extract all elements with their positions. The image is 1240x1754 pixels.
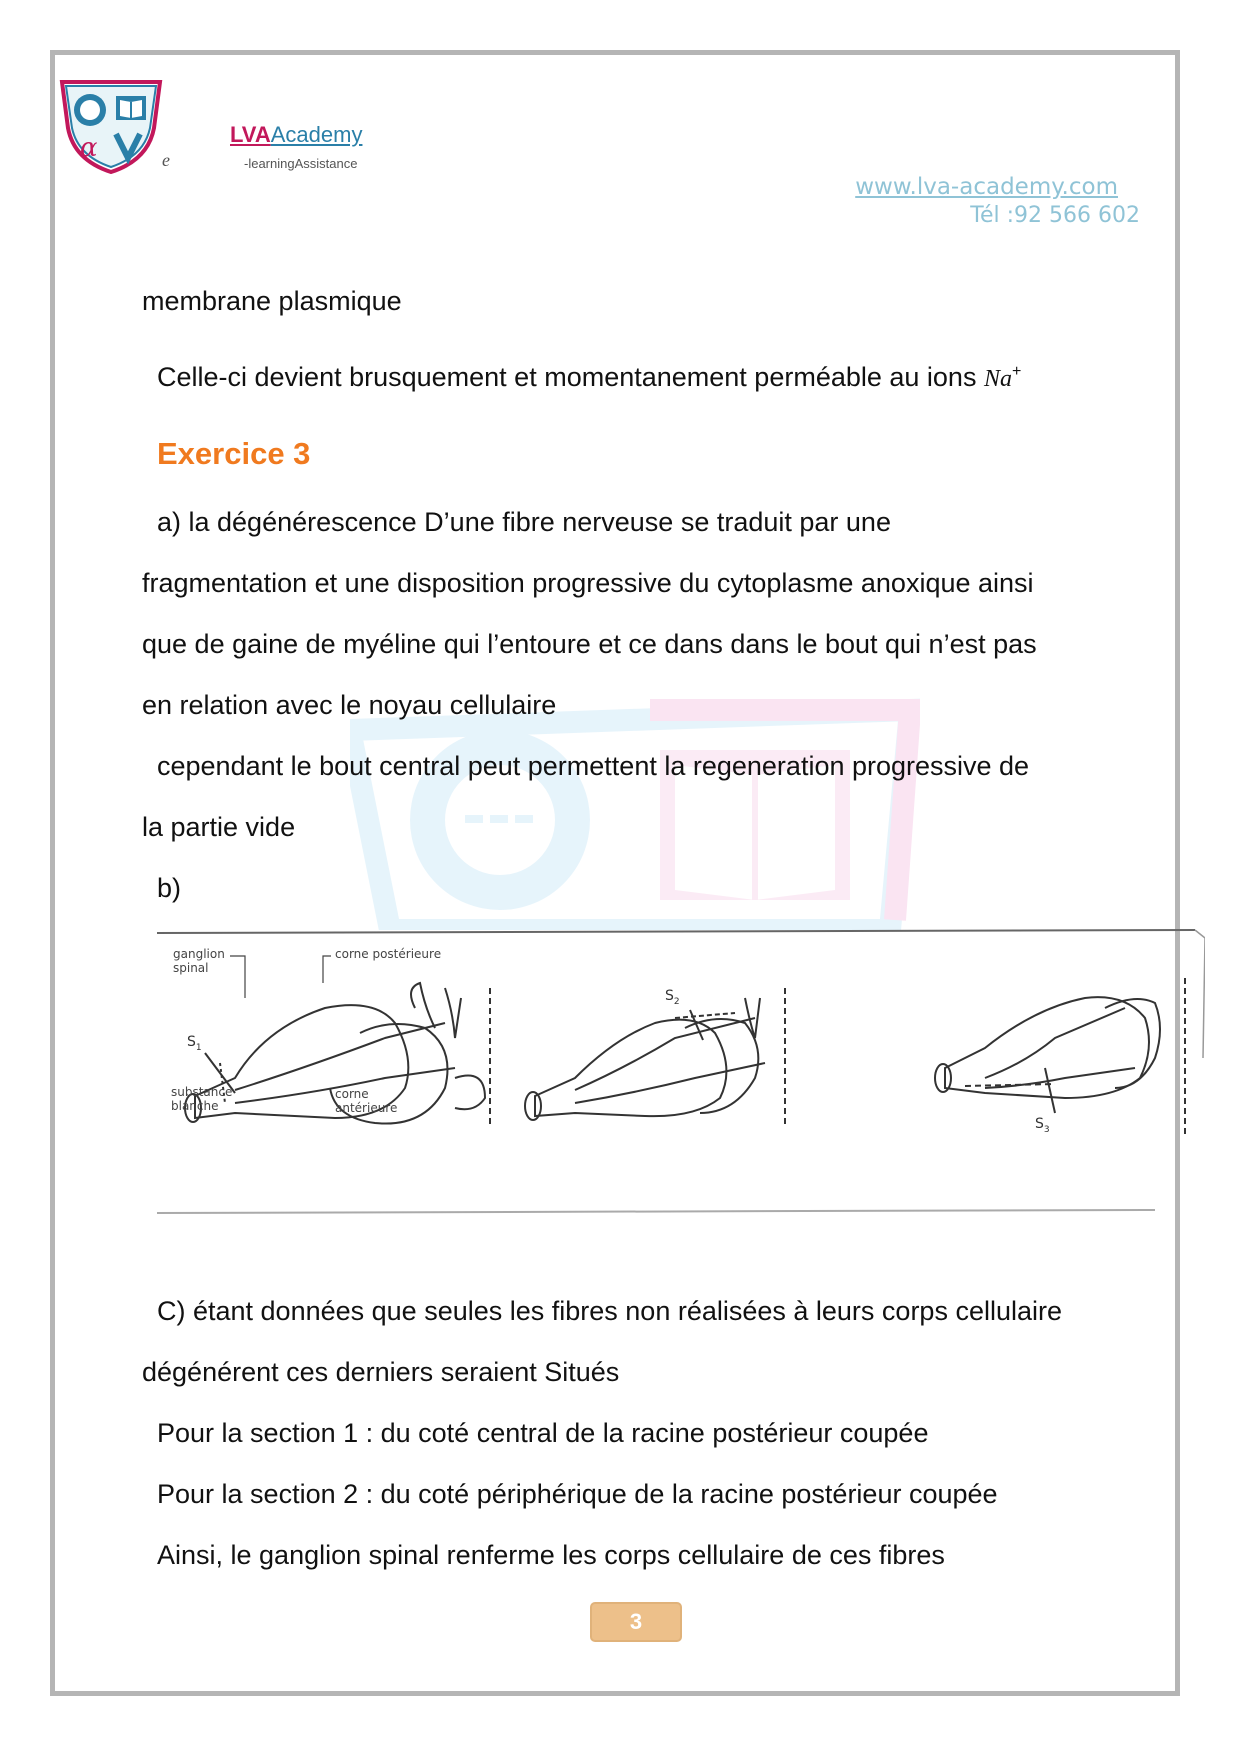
brand-e-mark: e [162, 150, 170, 170]
section-diagram-3 [935, 978, 1185, 1138]
sodium-ion: Na [983, 366, 1012, 392]
text-line: Pour la section 2 : du coté périphérique de la racine postérieur coupée [157, 1479, 998, 1509]
brand-tagline: -learningAssistance [244, 156, 358, 171]
text-line: que de gaine de myéline qui l’entoure et ce dans dans le bout qui n’est pas [142, 629, 1037, 659]
section-diagram-2 [525, 988, 785, 1128]
label-s3: $S_3$ [1035, 1116, 1050, 1135]
text-line: en relation avec le noyau cellulaire [142, 690, 557, 720]
label-corne: corne [335, 1087, 369, 1101]
spinal-cord-sections-figure [155, 928, 1205, 1218]
text-line: a) la dégénérescence D’une fibre nerveuse se traduit par une [157, 507, 891, 537]
phone-number: Tél :92 566 602 [970, 203, 1140, 228]
text-line-ions: Celle-ci devient brusquement et momentanement perméable au ions Na+ [157, 362, 1022, 392]
label-anterieure: antérieure [335, 1101, 398, 1115]
academy-logo-icon [58, 78, 164, 174]
website-link[interactable]: www.lva-academy.com [855, 174, 1118, 200]
label-s2: $S_2$ [665, 988, 680, 1007]
label-s1: $S_1$ [187, 1034, 202, 1053]
section-marker-3 [1045, 1068, 1055, 1113]
text-line: la partie vide [142, 812, 296, 842]
logo-watermark-icon [350, 690, 920, 930]
label-ganglion: ganglion [173, 947, 225, 961]
text-line: fragmentation et une disposition progressive du cytoplasme anoxique ainsi [142, 568, 1034, 598]
text-line: membrane plasmique [142, 286, 402, 316]
text-line: b) [157, 873, 182, 903]
figure-labels-1 [171, 947, 441, 1115]
label-blanche: blanche [171, 1099, 219, 1113]
exercise-title: Exercice 3 [157, 436, 311, 471]
label-spinal: spinal [173, 961, 209, 975]
text-line: Ainsi, le ganglion spinal renferme les corps cellulaire de ces fibres [157, 1540, 945, 1570]
page-number-badge: 3 [590, 1602, 682, 1642]
brand-name: LVAAcademy [230, 122, 363, 147]
label-corne-posterieure: corne postérieure [335, 947, 442, 961]
text-line: C) étant données que seules les fibres non réalisées à leurs corps cellulaire [157, 1296, 1063, 1326]
text-line: Pour la section 1 : du coté central de la racine postérieur coupée [157, 1418, 929, 1448]
text-line: dégénérent ces derniers seraient Situés [142, 1357, 620, 1387]
text-line: cependant le bout central peut permettent la regeneration progressive de [157, 751, 1030, 781]
label-substance: substance [171, 1085, 233, 1099]
svg-text:α: α [80, 133, 98, 163]
